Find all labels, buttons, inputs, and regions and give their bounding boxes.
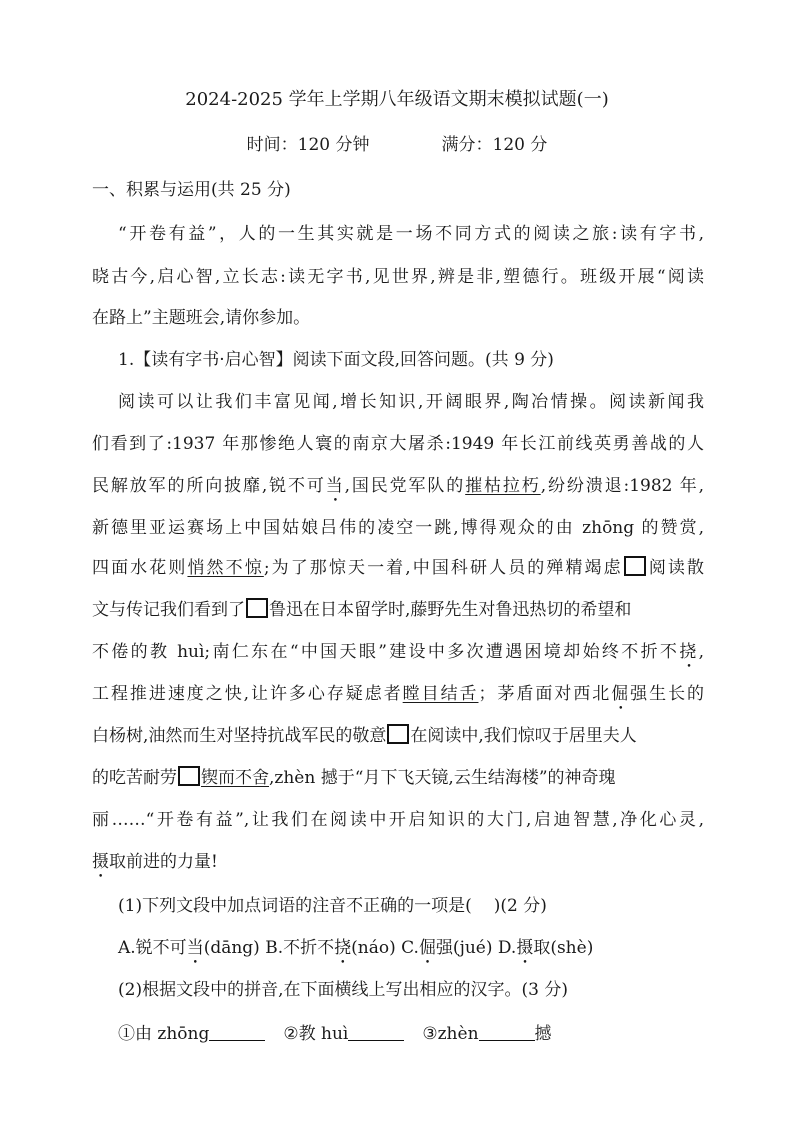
punctuation-box[interactable] [246, 598, 268, 618]
punctuation-box[interactable] [178, 766, 200, 786]
passage-line: 文与传记我们看到了 鲁迅在日本留学时,藤野先生对鲁迅热切的希望和 [92, 600, 632, 620]
passage-line: 四面水花则悄然不惊;为了那惊天一着,中国科研人员的殚精竭虑 阅读散 [92, 558, 705, 578]
passage-line: 民解放军的所向披靡,锐不可当,国民党军队的摧枯拉朽,纷纷溃退:1982 年, [92, 476, 705, 496]
passage-line: 新德里亚运赛场上中国姑娘吕伟的凌空一跳,博得观众的由 zhōng 的赞赏, [92, 518, 704, 538]
fill-blank[interactable] [209, 1022, 265, 1041]
passage-line: 不倦的教 huì;南仁东在“中国天眼”建设中多次遭遇困境却始终不折不挠, [92, 642, 704, 662]
passage-line: 阅读可以让我们丰富见闻,增长知识,开阔眼界,陶冶情操。阅读新闻我 [118, 392, 704, 412]
question-heading: 1.【读有字书·启心智】阅读下面文段,回答问题。(共 9 分) [118, 350, 554, 370]
section-heading: 一、积累与运用(共 25 分) [92, 180, 291, 200]
dotted-char: 倔 [611, 684, 631, 704]
page-title: 2024-2025 学年上学期八年级语文期末模拟试题(一) [185, 89, 609, 110]
underlined-idiom: 摧枯拉朽 [465, 476, 541, 496]
passage-line: 的吃苦耐劳 锲而不舍,zhèn 撼于“月下飞天镜,云生结海楼”的神奇瑰 [92, 768, 616, 788]
fill-blank[interactable] [479, 1022, 535, 1041]
underlined-idiom: 瞠目结舌 [402, 684, 479, 704]
intro-line: “开卷有益”，人的一生其实就是一场不同方式的阅读之旅:读有字书, [118, 224, 704, 244]
underlined-idiom: 悄然不惊 [187, 558, 264, 578]
passage-line: 摄取前进的力量! [92, 852, 218, 872]
underlined-idiom: 锲而不舍 [201, 768, 269, 788]
subquestion-prompt: (1)下列文段中加点词语的注音不正确的一项是( )(2 分) [118, 896, 547, 916]
option-b[interactable]: B.不折不挠(náo) [259, 938, 396, 958]
passage-line: 们看到了:1937 年那惨绝人寰的南京大屠杀:1949 年长江前线英勇善战的人 [92, 434, 704, 454]
intro-line: 在路上”主题班会,请你参加。 [92, 308, 311, 328]
intro-line: 晓古今,启心智,立长志:读无字书,见世界,辨是非,塑德行。班级开展“阅读 [92, 267, 704, 287]
punctuation-box[interactable] [624, 556, 646, 576]
fill-blank[interactable] [348, 1022, 404, 1041]
score-label: 满分：120 分 [441, 135, 548, 155]
subquestion-prompt: (2)根据文段中的拼音,在下面横线上写出相应的汉字。(3 分) [118, 980, 568, 1000]
dotted-char: 挠 [679, 642, 699, 662]
passage-line: 白杨树,油然而生对坚持抗战军民的敬意 在阅读中,我们惊叹于居里夫人 [92, 726, 637, 746]
answer-options [118, 936, 593, 968]
time-label: 时间：120 分钟 [246, 135, 370, 155]
option-a[interactable]: A.锐不可当(dāng) [118, 938, 260, 958]
dotted-char: 当 [325, 476, 345, 496]
option-c[interactable]: C.倔强(jué) [395, 938, 493, 958]
punctuation-box[interactable] [387, 724, 409, 744]
fill-in-row: ①由 zhōng ②教 huì ③zhèn 撼 [118, 1024, 552, 1044]
option-d[interactable]: D.摄取(shè) [492, 938, 594, 958]
passage-line: 丽……“开卷有益”,让我们在阅读中开启知识的大门,启迪智慧,净化心灵, [92, 810, 704, 830]
passage-line: 工程推进速度之快,让许多心存疑虑者瞠目结舌；茅盾面对西北倔强生长的 [92, 684, 705, 704]
exam-meta [0, 133, 794, 157]
dotted-char: 摄 [92, 852, 109, 872]
